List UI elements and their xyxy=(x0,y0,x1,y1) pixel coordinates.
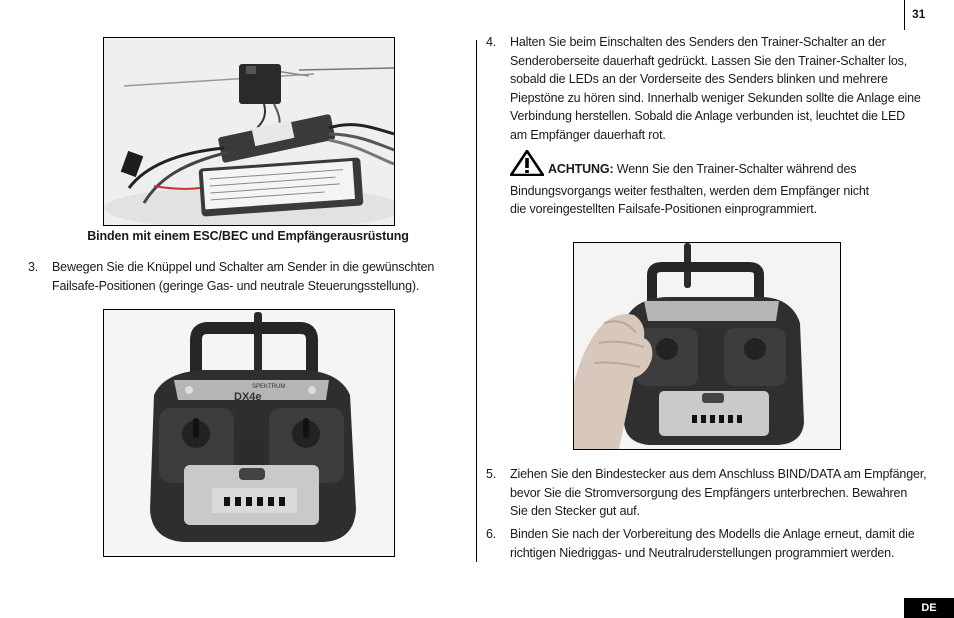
page-number: 31 xyxy=(912,7,926,21)
transmitter-illustration xyxy=(104,310,394,556)
model-label: DX4e xyxy=(234,391,262,403)
step-text-line: sobald die LEDs an der Vorderseite des Senders blinken und mehrere xyxy=(510,72,888,86)
step-text-line: Verbindung herstellen. Sobald die Anlage verbunden ist, leuchtet die LED xyxy=(510,109,906,123)
esc-receiver-caption: Binden mit einem ESC/BEC und Empfängerausrüstung xyxy=(87,229,409,243)
step-text-line: Sie den Stecker gut auf. xyxy=(510,504,640,518)
step-text-line: richtigen Niedriggas- und Neutralruderstellungen programmiert werden. xyxy=(510,545,895,560)
step-number: 4. xyxy=(486,35,497,49)
step-text-line: bevor Sie die Stromversorgung des Empfängers unterbrechen. Bewahren xyxy=(510,485,908,500)
hand-transmitter-photo xyxy=(573,242,841,450)
page-number-rule xyxy=(904,0,905,30)
step-text-line: Piepstöne zu hören sind. Innerhalb weniger Sekunden sollte die Anlage eine xyxy=(510,90,921,105)
step-text-line: Bewegen Sie die Knüppel und Schalter am Sender in die gewünschten xyxy=(52,260,435,274)
warning-triangle-icon xyxy=(510,150,544,182)
warning-text: Wenn Sie den Trainer-Schalter während des xyxy=(616,162,857,176)
step-text-line: Failsafe-Positionen (geringe Gas- und neutrale Steuerungsstellung). xyxy=(52,278,420,293)
warning-note xyxy=(510,150,890,219)
step-number: 3. xyxy=(28,260,39,274)
step-text-line: Binden Sie nach der Vorbereitung des Modells die Anlage erneut, damit die xyxy=(510,527,915,541)
step-text-line: am Empfänger dauerhaft rot. xyxy=(510,127,666,142)
brand-label: SPEKTRUM xyxy=(252,384,286,390)
warning-text-line: die voreingestellten Failsafe-Positionen einprogrammiert. xyxy=(510,202,817,216)
column-divider xyxy=(476,40,477,562)
step-text-line: Halten Sie beim Einschalten des Senders den Trainer-Schalter an der xyxy=(510,35,886,49)
hand-transmitter-illustration xyxy=(574,243,840,449)
esc-receiver-photo xyxy=(103,37,395,226)
step-text-line: Senderoberseite dauerhaft gedrückt. Lassen Sie den Trainer-Schalter los, xyxy=(510,53,908,68)
step-number: 6. xyxy=(486,527,497,541)
step-number: 5. xyxy=(486,467,497,481)
language-badge: DE xyxy=(904,598,954,618)
warning-label: ACHTUNG: xyxy=(548,162,614,176)
warning-text-line: Bindungsvorgangs weiter festhalten, werden dem Empfänger nicht xyxy=(510,183,869,198)
transmitter-photo xyxy=(103,309,395,557)
esc-receiver-illustration xyxy=(104,38,394,225)
step-text-line: Ziehen Sie den Bindestecker aus dem Anschluss BIND/DATA am Empfänger, xyxy=(510,467,927,481)
